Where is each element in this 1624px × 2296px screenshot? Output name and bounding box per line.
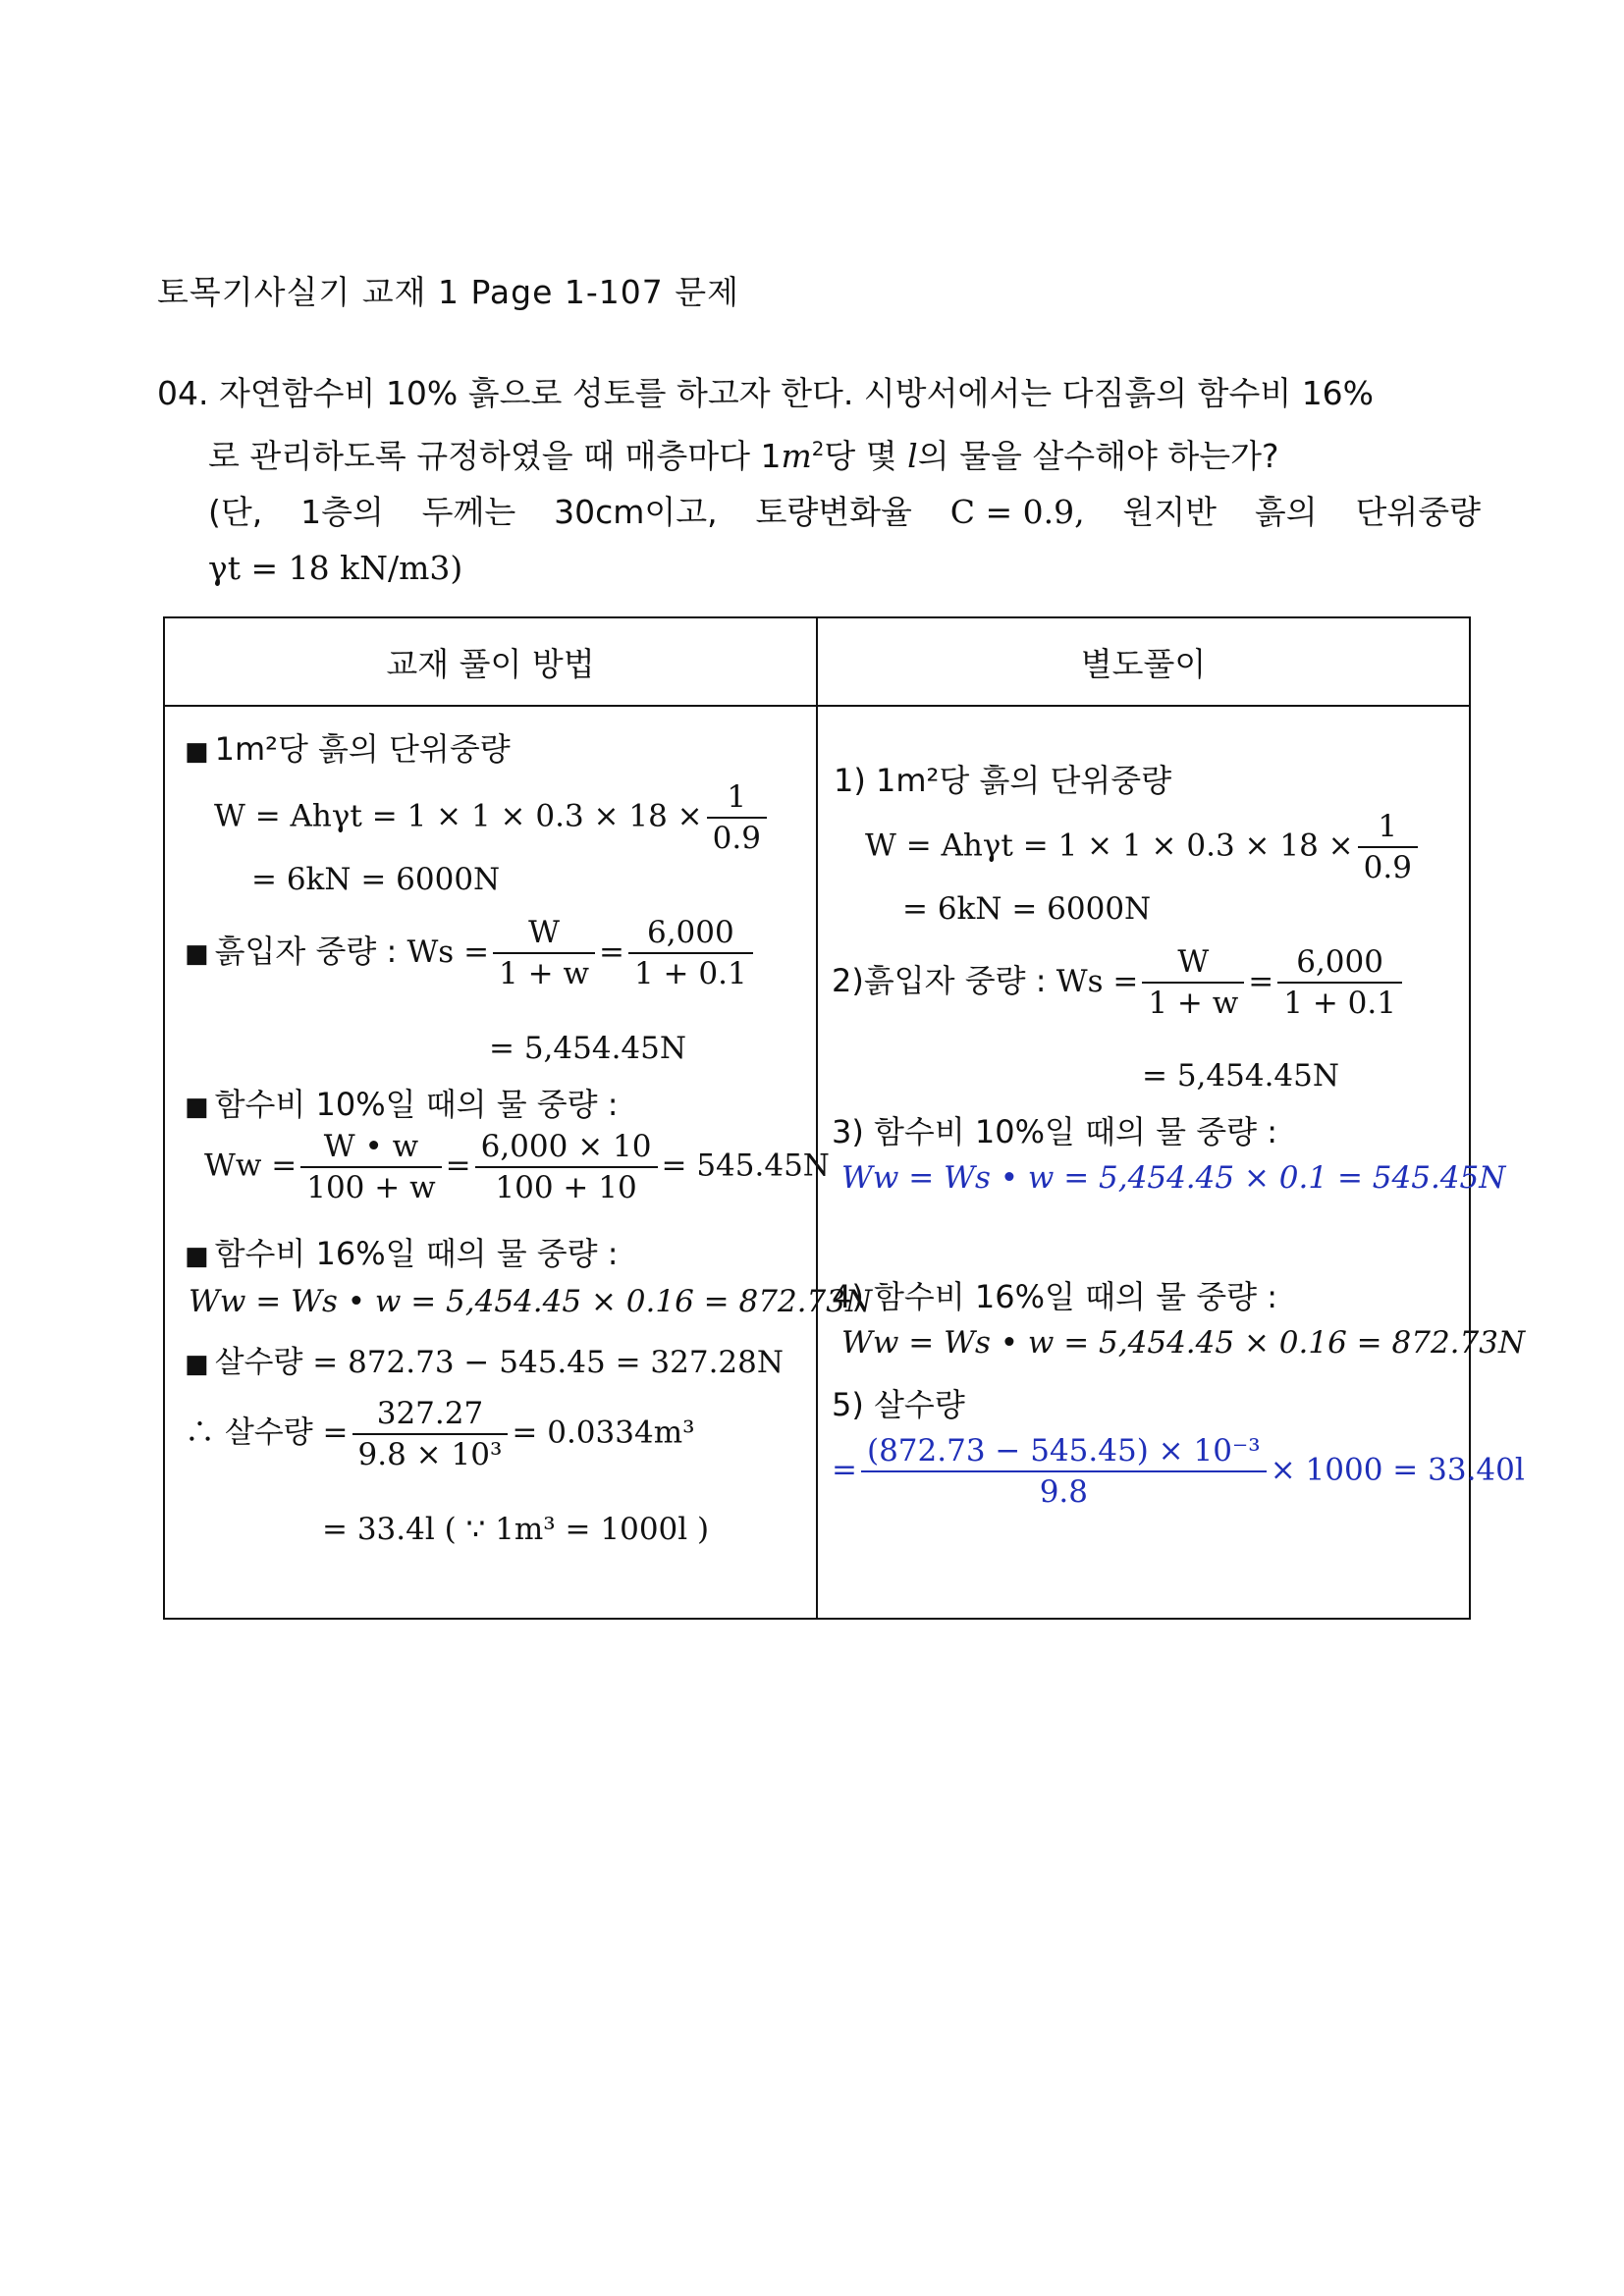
left-step-7-equation: = 33.4l ( ∵ 1m³ = 1000l ) — [322, 1512, 710, 1547]
right-step-3-title: 3) 함수비 10%일 때의 물 중량 : — [832, 1113, 1277, 1150]
right-step-2-result: = 5,454.45N — [1142, 1058, 1340, 1094]
right-step-4-title: 4) 함수비 16%일 때의 물 중량 : — [832, 1278, 1277, 1315]
document-title: 토목기사실기 교재 1 Page 1-107 문제 — [157, 273, 740, 311]
question-text-1: 자연함수비 10% 흙으로 성토를 하고자 한다. 시방서에서는 다짐흙의 함수비 16% — [218, 374, 1375, 412]
question-text-2c: 의 물을 살수해야 하는가? — [917, 437, 1279, 475]
question-line-1 — [157, 365, 1481, 421]
question-line-4: γt = 18 kN/m3) — [208, 549, 463, 587]
question-line-2 — [157, 421, 1481, 484]
right-step-1-result: = 6kN = 6000N — [902, 891, 1152, 927]
right-step-1-equation: W = Ahγt = 1 × 1 × 0.3 × 18 × $\frac{1}{0.9}$ — [865, 807, 1422, 887]
left-step-2-result: = 5,454.45N — [489, 1031, 687, 1066]
question-block — [157, 365, 1481, 596]
right-step-5-title: 5) 살수량 — [832, 1386, 965, 1423]
question-number: 04. — [157, 374, 209, 412]
left-step-4-title: ■ 함수비 16%일 때의 물 중량 : — [185, 1235, 619, 1272]
left-step-2: ■ 흙입자 중량 : Ws = $\frac{W}{1 + w}$ = $\frac{6,000}{1 + 0.1}$ — [185, 913, 757, 993]
right-step-3-equation: Ww = Ws • w = 5,454.45 × 0.1 = 545.45N — [841, 1160, 1506, 1196]
right-column-header: 별도풀이 — [817, 617, 1470, 706]
question-line-3 — [157, 484, 1481, 540]
left-column-header: 교재 풀이 방법 — [164, 617, 817, 706]
q3-part: 30cm이고, — [554, 493, 718, 531]
right-solution-cell — [817, 706, 1526, 1619]
question-text-2b: 당 몇 — [824, 437, 897, 475]
left-step-1-equation: W = Ahγt = 1 × 1 × 0.3 × 18 × $\frac{1}{0.9}$ — [214, 777, 771, 858]
left-step-3-title: ■ 함수비 10%일 때의 물 중량 : — [185, 1086, 619, 1123]
left-solution-cell — [164, 706, 873, 1619]
q3-part: 원지반 — [1122, 493, 1218, 531]
left-step-1-result: = 6kN = 6000N — [251, 862, 501, 897]
left-step-1-title: ■ 1m²당 흙의 단위중량 — [185, 730, 511, 768]
q3-part: C = 0.9, — [949, 493, 1085, 531]
q3-part: 토량변화율 — [755, 493, 912, 531]
unit-m: m — [781, 437, 812, 475]
unit-sup: 2 — [811, 438, 825, 460]
q3-part: 1층의 — [300, 493, 384, 531]
right-step-5-equation: = $\frac{\text{(872.73 − 545.45) × 10⁻³}}{9.8}$ × 1000 = 33.40l — [832, 1433, 1525, 1510]
q3-part: 두께는 — [421, 493, 516, 531]
unit-l: l — [907, 437, 918, 475]
left-step-4-equation: Ww = Ws • w = 5,454.45 × 0.16 = 872.73N — [189, 1284, 873, 1319]
q3-part: (단, — [208, 493, 263, 531]
left-step-3-equation: Ww = $\frac{W • w}{100 + w}$ = $\frac{6,000 \times 10}{100 + 10}$ = 545.45N — [204, 1129, 830, 1205]
question-text-2a: 로 관리하도록 규정하였을 때 매층마다 1 — [208, 437, 782, 475]
q3-part: 흙의 — [1254, 493, 1318, 531]
right-step-1-title: 1) 1m²당 흙의 단위중량 — [834, 762, 1172, 799]
right-step-2: 2)흙입자 중량 : Ws = $\frac{W}{1 + w}$ = $\frac{6,000}{1 + 0.1}$ — [832, 942, 1406, 1023]
solution-table — [163, 616, 1526, 1620]
right-step-4-equation: Ww = Ws • w = 5,454.45 × 0.16 = 872.73N — [841, 1325, 1526, 1361]
left-step-5-equation: ■ 살수량 = 872.73 − 545.45 = 327.28N — [185, 1345, 784, 1380]
left-step-6-equation: ∴ 살수량 = $\frac{327.27}{\text{9.8 × 10³}}$ = 0.0334m³ — [185, 1396, 695, 1472]
q3-part: 단위중량 — [1355, 493, 1481, 531]
